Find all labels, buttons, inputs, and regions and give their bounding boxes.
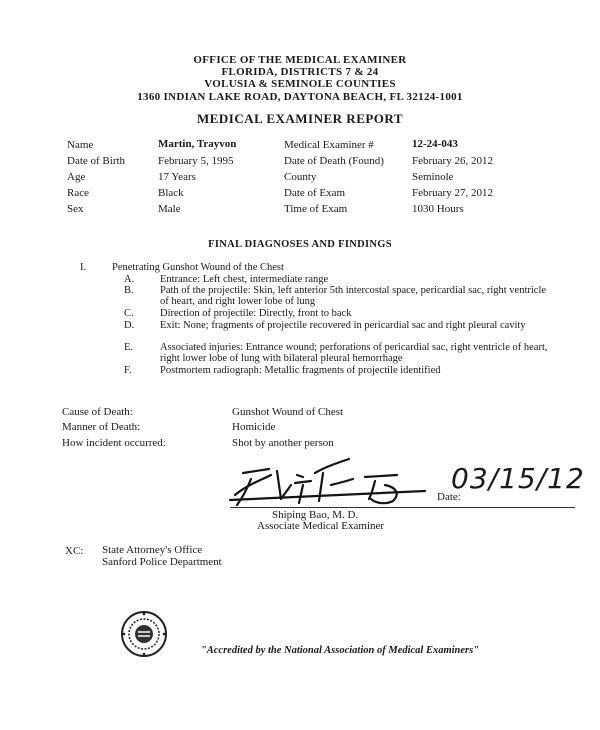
signer-name: Shiping Bao, M. D.: [272, 509, 359, 521]
finding-item: [0, 320, 600, 344]
manner-label: Manner of Death:: [62, 421, 141, 433]
finding-item: [0, 365, 600, 377]
dod-value: February 26, 2012: [412, 155, 493, 167]
finding-text: Direction of projectile: Directly, front to back: [160, 308, 352, 319]
dob-label: Date of Birth: [67, 155, 126, 167]
how-label: How incident occurred:: [62, 437, 166, 449]
finding-letter: C.: [124, 308, 134, 319]
doe-label: Date of Exam: [284, 187, 346, 199]
finding-item: [0, 285, 600, 309]
finding-letter: B.: [124, 285, 134, 296]
date-label: Date:: [437, 491, 461, 503]
signer-role: Associate Medical Examiner: [257, 520, 385, 532]
cc-line1: State Attorney's Office: [102, 544, 203, 556]
sex-label: Sex: [67, 203, 84, 215]
finding-text: Postmortem radiograph: Metallic fragments of projectile identified: [160, 365, 441, 376]
header-office: OFFICE OF THE MEDICAL EXAMINER: [193, 54, 407, 66]
me-value: 12-24-043: [412, 138, 458, 150]
county-value: Seminole: [412, 171, 454, 183]
header-counties: VOLUSIA & SEMINOLE COUNTIES: [204, 78, 396, 90]
sex-value: Male: [158, 203, 181, 215]
name-value: Martin, Trayvon: [158, 138, 237, 150]
finding-letter: F.: [124, 365, 132, 376]
doe-value: February 27, 2012: [412, 187, 493, 199]
toe-value: 1030 Hours: [412, 203, 464, 215]
cause-label: Cause of Death:: [62, 406, 133, 418]
findings-title: FINAL DIAGNOSES AND FINDINGS: [208, 239, 392, 250]
finding-text: Path of the projectile: Skin, left anterior 5th intercostal space, pericardial sac, right ventricle of heart, and right lower lobe of lung: [160, 285, 547, 307]
finding-text: Entrance: Left chest, intermediate range: [160, 274, 329, 285]
manner-value: Homicide: [232, 421, 276, 433]
race-value: Black: [158, 187, 184, 199]
name-label: Name: [67, 139, 94, 151]
cc-label: XC:: [65, 545, 84, 557]
finding-letter: E.: [124, 342, 134, 353]
finding-text: Exit: None; fragments of projectile recovered in pericardial sac and right pleural cavity: [160, 320, 526, 331]
cc-line2: Sanford Police Department: [102, 556, 222, 568]
finding-item: [0, 342, 600, 366]
header-address: 1360 INDIAN LAKE ROAD, DAYTONA BEACH, FL 32124-1001: [137, 91, 463, 103]
cause-value: Gunshot Wound of Chest: [232, 406, 344, 418]
signature-mark: [225, 455, 445, 515]
dod-label: Date of Death (Found): [284, 155, 384, 167]
findings-heading: Penetrating Gunshot Wound of the Chest: [112, 262, 284, 273]
age-label: Age: [67, 171, 86, 183]
header-districts: FLORIDA, DISTRICTS 7 & 24: [221, 66, 379, 78]
finding-letter: D.: [124, 320, 135, 331]
race-label: Race: [67, 187, 89, 199]
finding-item: [0, 308, 600, 320]
toe-label: Time of Exam: [284, 203, 348, 215]
findings-roman: I.: [80, 262, 87, 273]
dob-value: February 5, 1995: [158, 155, 234, 167]
county-label: County: [284, 171, 317, 183]
signature-line: [230, 507, 575, 508]
finding-text: Associated injuries: Entrance wound; perforations of pericardial sac, right ventricle of heart, right lower lobe of lung with bilateral pleural hemorrhage: [160, 342, 548, 364]
report-title: MEDICAL EXAMINER REPORT: [196, 111, 404, 126]
finding-letter: A.: [124, 274, 135, 285]
age-value: 17 Years: [158, 171, 196, 183]
footer-accreditation: "Accredited by the National Association of Medical Examiners": [200, 645, 480, 656]
how-value: Shot by another person: [232, 437, 334, 449]
signature-date: 03/15/12: [451, 462, 585, 495]
me-label: Medical Examiner #: [284, 139, 374, 151]
